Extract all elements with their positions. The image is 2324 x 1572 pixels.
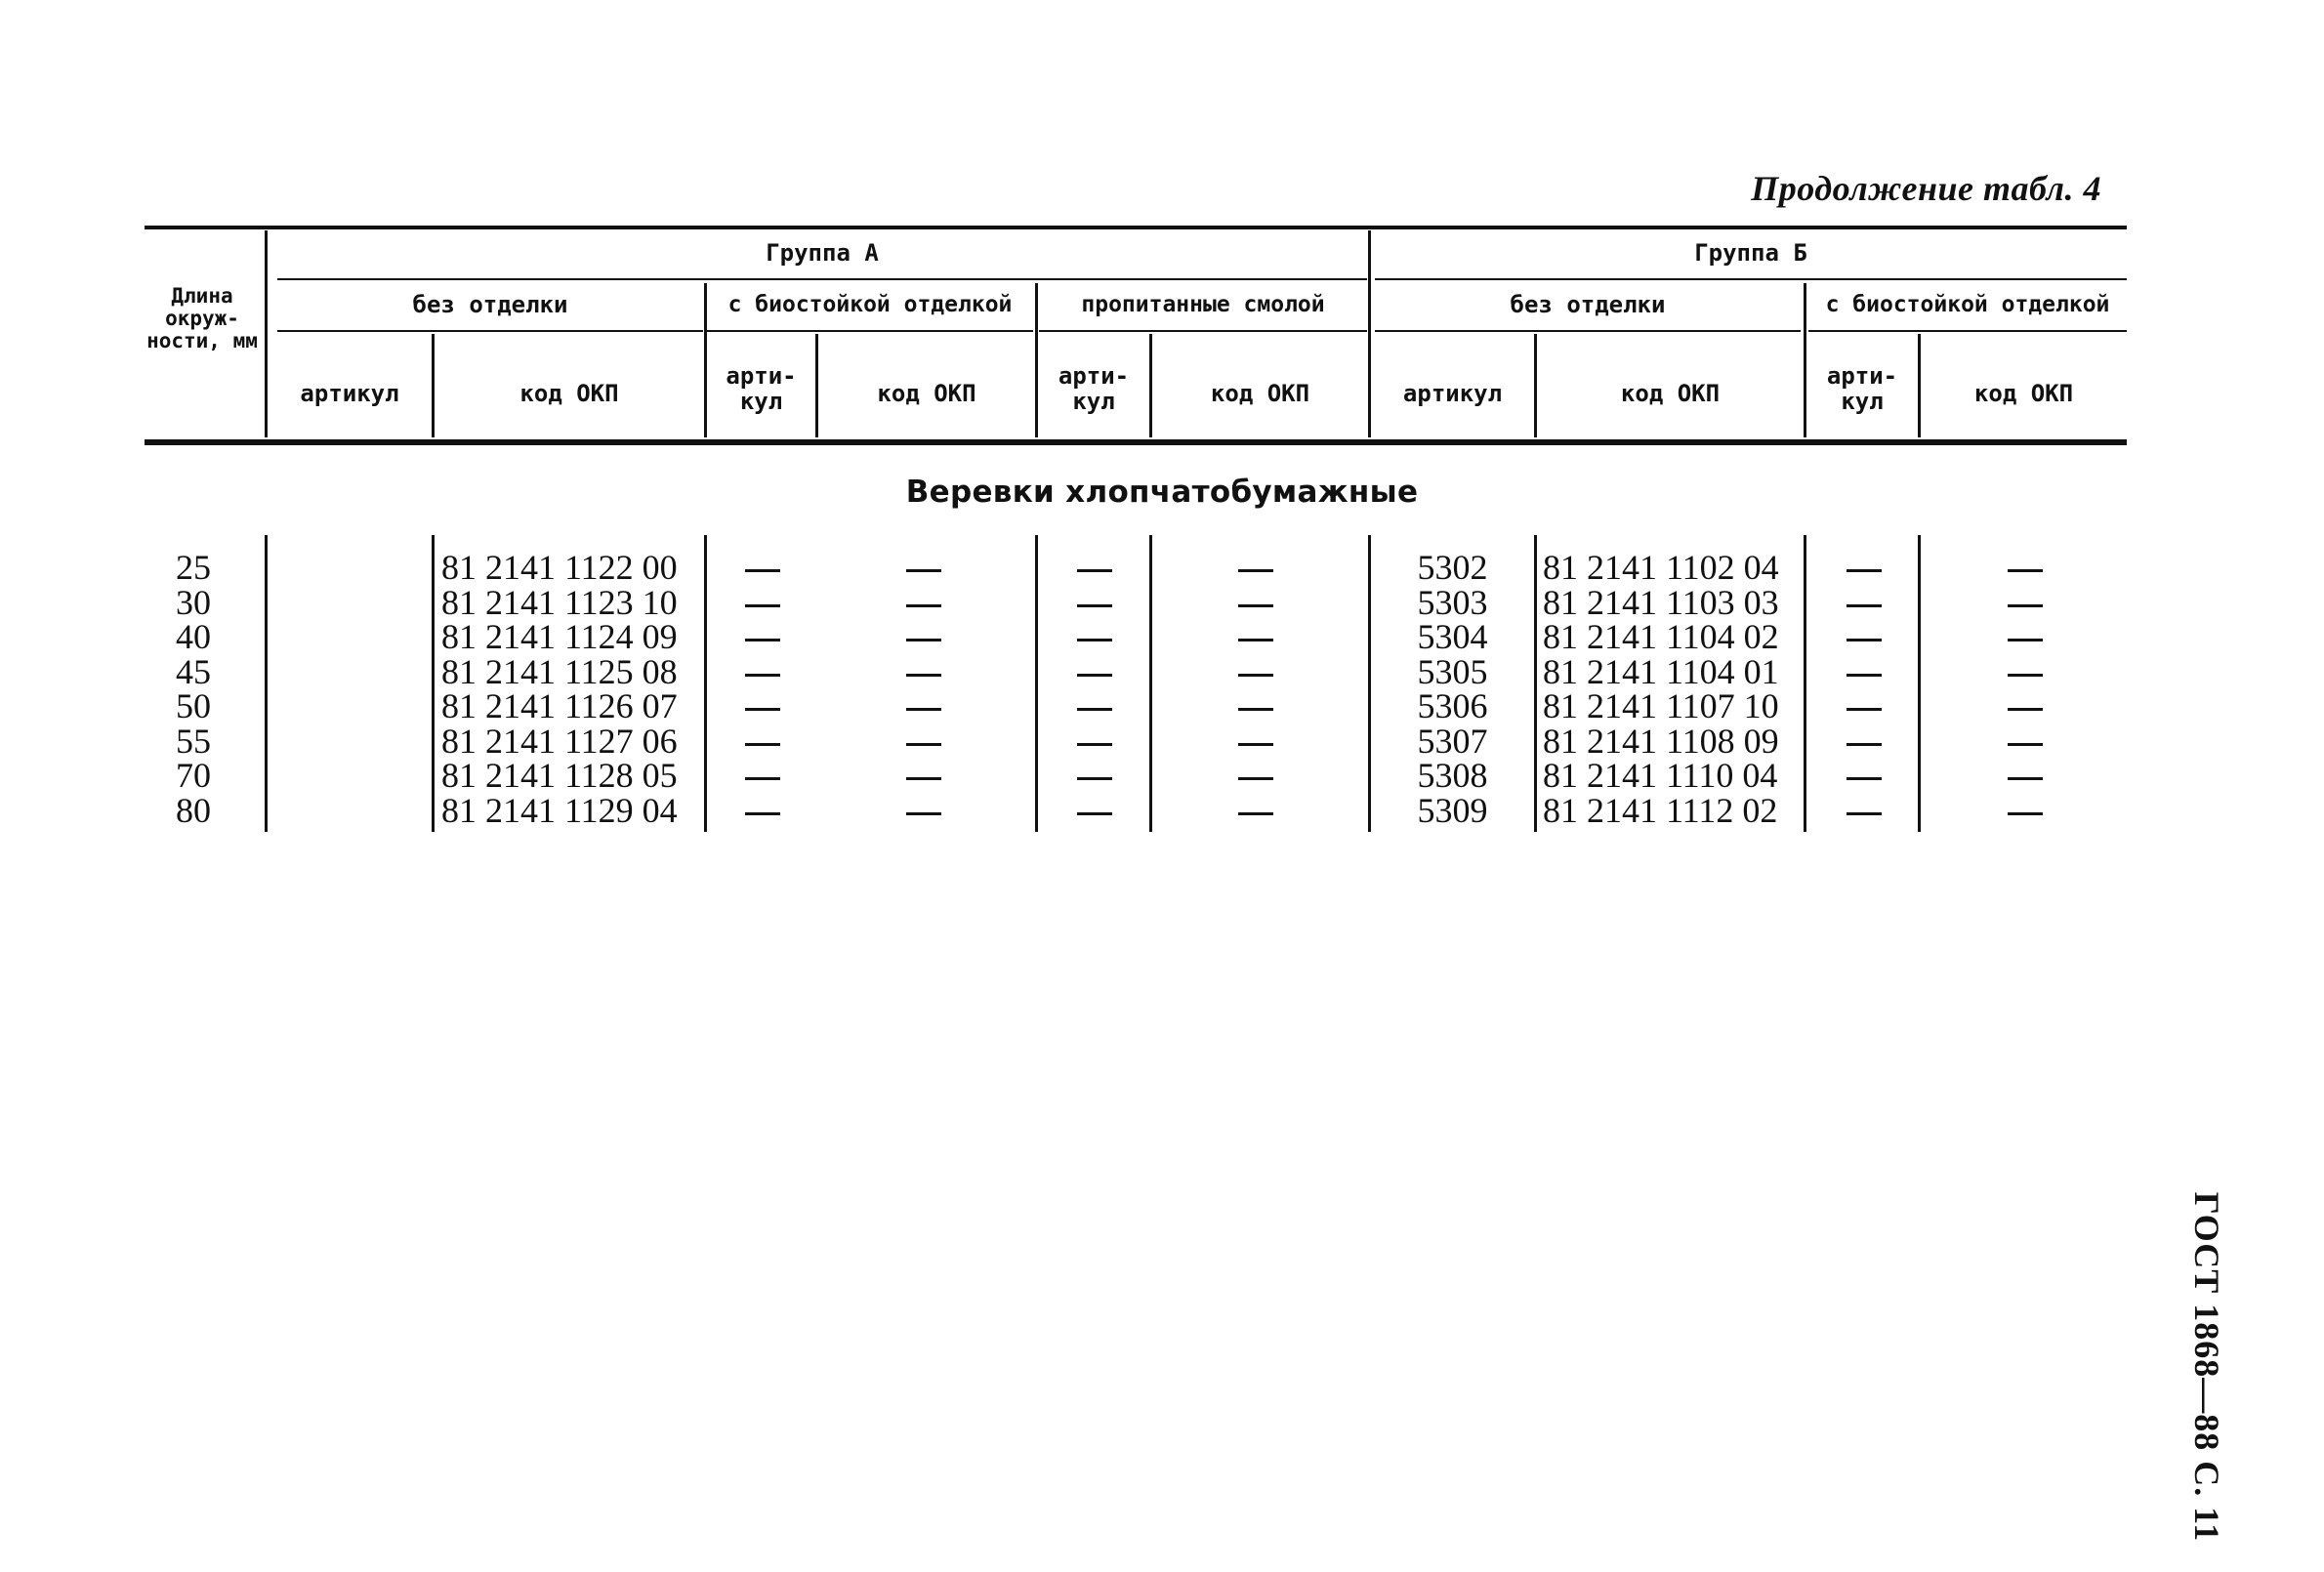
length-cell: 45	[176, 651, 211, 691]
leaf-header-a3-article: арти-кул	[1058, 362, 1130, 415]
empty-dash	[1238, 639, 1273, 641]
body-col-sep	[1804, 535, 1806, 832]
empty-dash	[745, 674, 780, 677]
empty-dash	[1238, 708, 1273, 711]
body-col-sep	[1035, 535, 1038, 832]
leaf-header-a2-okp: код ОКП	[877, 380, 976, 407]
length-cell: 70	[176, 756, 211, 795]
body-col-sep	[432, 535, 435, 832]
group-b-article-cell: 5305	[1417, 651, 1488, 691]
group-b-article-cell: 5307	[1417, 721, 1488, 761]
group-b-article-cell: 5303	[1417, 582, 1488, 622]
empty-dash	[1238, 812, 1273, 815]
empty-dash	[906, 639, 941, 641]
empty-dash	[745, 569, 780, 572]
group-a-okp-cell: 81 2141 1123 10	[441, 582, 678, 622]
empty-dash	[1847, 743, 1882, 746]
leaf-header-a3-okp: код ОКП	[1210, 380, 1310, 407]
empty-dash	[906, 777, 941, 780]
body-col-sep	[1149, 535, 1152, 832]
group-b-article-cell: 5306	[1417, 686, 1488, 725]
group-b-okp-cell: 81 2141 1104 01	[1543, 651, 1779, 691]
empty-dash	[1847, 708, 1882, 711]
table-caption: Продолжение табл. 4	[1751, 169, 2101, 208]
group-b-article-cell: 5309	[1417, 790, 1488, 830]
a-resin-header: пропитанные смолой	[1081, 292, 1325, 317]
group-b-article-cell: 5308	[1417, 756, 1488, 795]
a-no-finish-header: без отделки	[412, 291, 568, 318]
empty-dash	[1238, 569, 1273, 572]
empty-dash	[745, 743, 780, 746]
empty-dash	[1238, 604, 1273, 607]
empty-dash	[1238, 743, 1273, 746]
b-bio-finish-header: с биостойкой отделкой	[1825, 292, 2110, 317]
group-a-header: Группа А	[766, 239, 879, 267]
empty-dash	[906, 743, 941, 746]
sub-rule-a2	[707, 330, 1033, 332]
group-a-okp-cell: 81 2141 1127 06	[441, 721, 678, 761]
side-label-text: ГОСТ 1868—88 С. 11	[2187, 1191, 2226, 1543]
empty-dash	[2008, 569, 2043, 572]
length-column-header: Длина окруж-ности, мм	[146, 284, 258, 352]
empty-dash	[2008, 777, 2043, 780]
empty-dash	[745, 639, 780, 641]
header-bottom-rule	[145, 439, 2127, 445]
group-a-okp-cell: 81 2141 1124 09	[441, 617, 678, 656]
body-col-sep	[704, 535, 707, 832]
length-cell: 80	[176, 790, 211, 830]
group-a-okp-cell: 81 2141 1129 04	[441, 790, 678, 830]
group-b-okp-cell: 81 2141 1107 10	[1543, 686, 1779, 725]
empty-dash	[1238, 674, 1273, 677]
empty-dash	[906, 569, 941, 572]
group-b-okp-cell: 81 2141 1108 09	[1543, 721, 1779, 761]
leaf-header-b2-okp: код ОКП	[1973, 380, 2074, 407]
group-a-okp-cell: 81 2141 1128 05	[441, 756, 678, 795]
empty-dash	[2008, 708, 2043, 711]
b-no-finish-header: без отделки	[1510, 291, 1666, 318]
top-rule	[145, 226, 2127, 229]
length-cell: 30	[176, 582, 211, 622]
empty-dash	[906, 674, 941, 677]
group-b-okp-cell: 81 2141 1102 04	[1543, 548, 1779, 587]
empty-dash	[906, 708, 941, 711]
body-col-sep	[265, 535, 268, 832]
empty-dash	[1847, 777, 1882, 780]
empty-dash	[906, 812, 941, 815]
col-sep-ab	[1368, 230, 1371, 437]
group-b-article-cell: 5302	[1417, 548, 1488, 587]
sub-rule-b1	[1375, 330, 1801, 332]
sub-rule-a3	[1039, 330, 1367, 332]
col-sep-b12	[1804, 283, 1806, 437]
group-b-article-cell: 5304	[1417, 617, 1488, 656]
empty-dash	[1077, 812, 1112, 815]
empty-dash	[1847, 674, 1882, 677]
group-b-okp-cell: 81 2141 1112 02	[1543, 790, 1778, 830]
length-cell: 55	[176, 721, 211, 761]
empty-dash	[745, 777, 780, 780]
empty-dash	[1847, 604, 1882, 607]
length-cell: 50	[176, 686, 211, 725]
group-rule-b	[1375, 278, 2127, 280]
body-col-sep	[1534, 535, 1537, 832]
empty-dash	[1077, 743, 1112, 746]
empty-dash	[1077, 708, 1112, 711]
side-label	[2178, 1162, 2236, 1572]
col-sep-length	[265, 230, 268, 437]
leaf-header-a1-okp: код ОКП	[519, 380, 619, 407]
empty-dash	[1077, 674, 1112, 677]
empty-dash	[745, 708, 780, 711]
leaf-header-a2-article: арти-кул	[726, 362, 797, 415]
empty-dash	[1847, 639, 1882, 641]
group-b-okp-cell: 81 2141 1103 03	[1543, 582, 1779, 622]
section-title: Веревки хлопчатобумажные	[905, 475, 1419, 510]
col-sep-a23	[1035, 283, 1038, 437]
empty-dash	[745, 604, 780, 607]
leaf-header-b1-okp: код ОКП	[1620, 380, 1721, 407]
empty-dash	[1847, 569, 1882, 572]
empty-dash	[1847, 812, 1882, 815]
sub-rule-b2	[1808, 330, 2127, 332]
a-bio-finish-header: с биостойкой отделкой	[727, 292, 1013, 317]
group-rule-a	[277, 278, 1367, 280]
sub-rule-a1	[277, 330, 703, 332]
empty-dash	[1238, 777, 1273, 780]
empty-dash	[1077, 569, 1112, 572]
empty-dash	[2008, 743, 2043, 746]
group-a-okp-cell: 81 2141 1122 00	[441, 548, 678, 587]
leaf-header-b1-article: артикул	[1402, 380, 1503, 407]
empty-dash	[2008, 639, 2043, 641]
group-b-header: Группа Б	[1694, 239, 1807, 267]
empty-dash	[2008, 604, 2043, 607]
group-a-okp-cell: 81 2141 1126 07	[441, 686, 678, 725]
leaf-header-b2-article: арти-кул	[1826, 362, 1898, 415]
empty-dash	[1077, 604, 1112, 607]
length-cell: 40	[176, 617, 211, 656]
group-b-okp-cell: 81 2141 1110 04	[1543, 756, 1778, 795]
length-cell: 25	[176, 548, 211, 587]
body-col-sep	[1918, 535, 1921, 832]
empty-dash	[745, 812, 780, 815]
group-a-okp-cell: 81 2141 1125 08	[441, 651, 678, 691]
group-b-okp-cell: 81 2141 1104 02	[1543, 617, 1779, 656]
empty-dash	[2008, 812, 2043, 815]
empty-dash	[2008, 674, 2043, 677]
empty-dash	[906, 604, 941, 607]
empty-dash	[1077, 639, 1112, 641]
leaf-header-a1-article: артикул	[300, 380, 399, 407]
empty-dash	[1077, 777, 1112, 780]
